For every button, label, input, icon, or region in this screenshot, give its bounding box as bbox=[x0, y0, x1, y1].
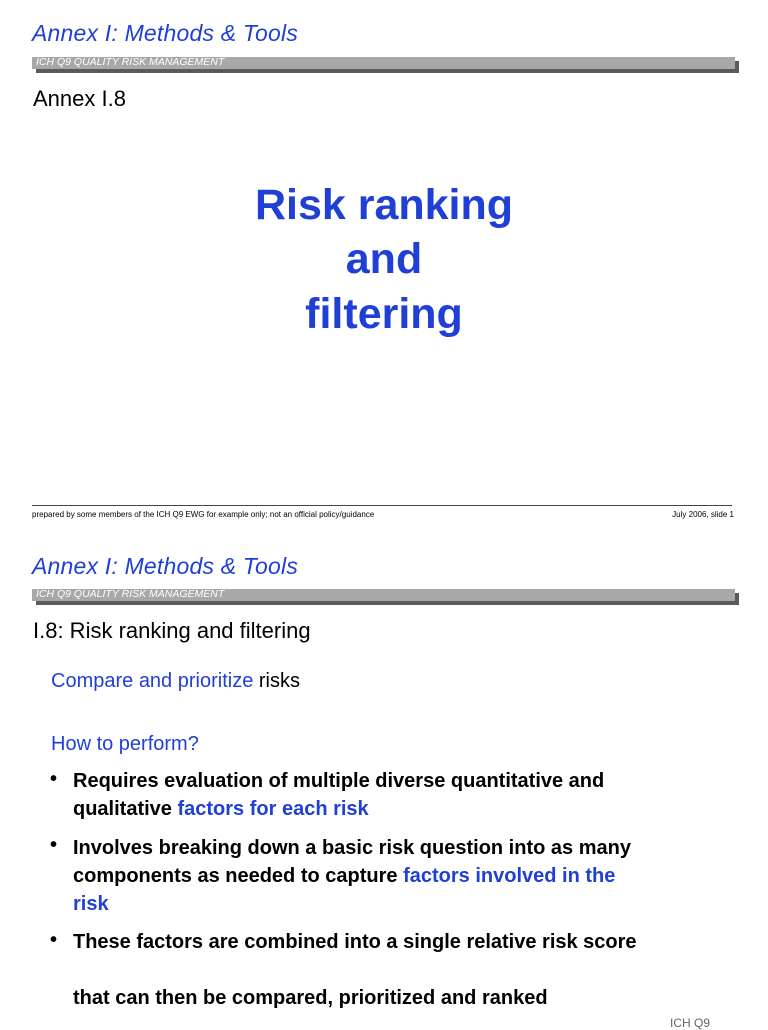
bullet-1-plain: qualitative bbox=[73, 798, 178, 820]
bullet-2 bbox=[73, 834, 753, 918]
bullet-2-plain: components as needed to capture bbox=[73, 865, 404, 887]
bullet-marker: • bbox=[50, 929, 58, 951]
annex-title: Annex I: Methods & Tools bbox=[32, 553, 299, 579]
slide-title-line-3: filtering bbox=[305, 290, 463, 338]
banner-text: ICH Q9 QUALITY RISK MANAGEMENT bbox=[36, 588, 225, 600]
how-to-perform: How to perform? bbox=[51, 733, 199, 755]
footer-note: prepared by some members of the ICH Q9 EWG for example only; not an official policy/guidance bbox=[32, 510, 375, 519]
slide-2 bbox=[0, 540, 768, 1030]
footer-date-slide: July 2006, slide 1 bbox=[672, 510, 734, 519]
bullet-3-line-1: These factors are combined into a single relative risk score bbox=[73, 931, 637, 953]
bullet-1-line-2 bbox=[73, 795, 753, 823]
annex-subtitle: Annex I.8 bbox=[33, 86, 126, 111]
bullet-2-line-2 bbox=[73, 862, 753, 890]
banner-text: ICH Q9 QUALITY RISK MANAGEMENT bbox=[36, 56, 225, 68]
slide-heading: I.8: Risk ranking and filtering bbox=[33, 618, 311, 643]
compare-line bbox=[51, 670, 300, 693]
slide-title-line-1: Risk ranking bbox=[254, 181, 514, 229]
bullet-2-line-1: Involves breaking down a basic risk question into as many bbox=[73, 837, 631, 859]
footer-divider bbox=[32, 505, 732, 506]
bullet-marker: • bbox=[50, 834, 58, 856]
banner bbox=[32, 589, 735, 601]
bullet-1-line-1: Requires evaluation of multiple diverse quantitative and bbox=[73, 770, 605, 792]
banner bbox=[32, 57, 735, 69]
bullet-3-line-2: that can then be compared, prioritized and ranked bbox=[73, 987, 548, 1009]
cutoff-label: ICH Q9 bbox=[670, 1016, 711, 1030]
bullet-1-highlight: factors for each risk bbox=[177, 798, 369, 820]
bullet-2-line-3: risk bbox=[73, 893, 109, 915]
compare-highlight: Compare and prioritize bbox=[51, 670, 254, 692]
bullet-marker: • bbox=[50, 768, 58, 790]
slide-title-line-2: and bbox=[345, 235, 423, 283]
compare-rest: risks bbox=[253, 670, 300, 692]
bullet-2-highlight: factors involved in the bbox=[403, 865, 616, 887]
annex-title: Annex I: Methods & Tools bbox=[32, 20, 299, 46]
bullet-3 bbox=[73, 928, 753, 1012]
bullet-1 bbox=[73, 767, 753, 823]
